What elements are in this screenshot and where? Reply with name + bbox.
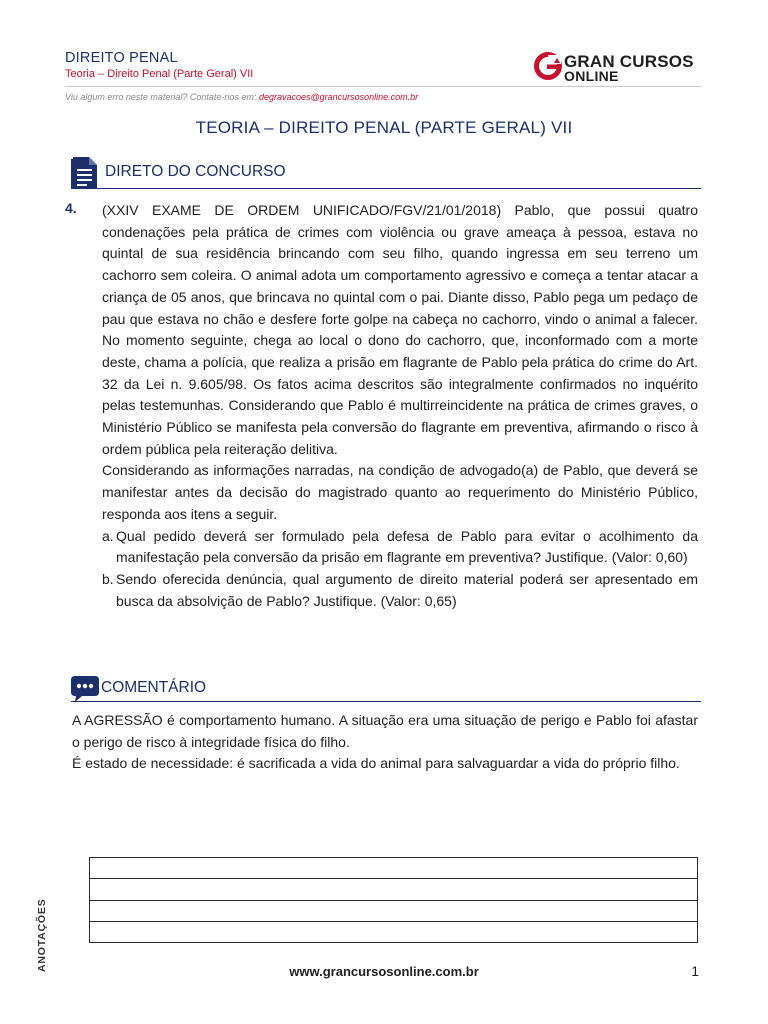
notes-label: ANOTAÇÕES bbox=[36, 898, 48, 972]
error-report-email-link[interactable]: degravacoes@grancursosonline.com.br bbox=[258, 92, 419, 102]
logo-text-gran-cursos: GRAN CURSOS bbox=[564, 52, 694, 71]
question-body bbox=[102, 200, 698, 612]
comment-paragraph: A AGRESSÃO é comportamento humano. A situação era uma situação de perigo e Pablo foi afastar o perigo de risco à integridade física do filho. bbox=[72, 712, 698, 750]
question-number: 4. bbox=[65, 200, 77, 216]
document-icon bbox=[71, 157, 97, 189]
section-label-comentario: COMENTÁRIO bbox=[101, 679, 207, 696]
section-divider bbox=[71, 701, 701, 702]
section-divider bbox=[71, 188, 701, 189]
header-subtitle: Teoria – Direito Penal (Parte Geral) VII bbox=[65, 68, 254, 80]
question-statement: (XXIV EXAME DE ORDEM UNIFICADO/FGV/21/01/2018) Pablo, que possui quatro condenações pela prática de crimes com violência ou grave ameaça à pessoa, estava no quintal de sua residência brincando com seu filho, quando ingressa em seu terreno um cachorro sem coleira. O animal adota um comportamento agressivo e começa a tentar atacar a criança de 05 anos, que brincava no quintal com o pai. Diante disso, Pablo pega um pedaço de pau que estava no chão e desfere forte golpe na cabeça no cachorro, vindo o animal a falecer. No momento seguinte, chega ao local o dono do cachorro, que, inconformado com a morte deste, chama a polícia, que realiza a prisão em flagrante de Pablo pela prática do crime do Art. 32 da Lei n. 9.605/98. Os fatos acima descritos são integralmente confirmados no inquérito pelas testemunhas. Considerando que Pablo é multirreincidente na prática de crimes graves, o Ministério Público se manifesta pela conversão do flagrante em preventiva, afirmando o risco à ordem pública pela reiteração delitiva. bbox=[102, 202, 698, 457]
question-instruction: Considerando as informações narradas, na condição de advogado(a) de Pablo, que deverá se manifestar antes da decisão do magistrado quanto ao requerimento do Ministério Público, responda aos itens a seguir. bbox=[102, 462, 698, 522]
notes-line bbox=[90, 878, 697, 879]
header-divider bbox=[65, 86, 701, 87]
question-item-a bbox=[102, 526, 698, 569]
section-direto-do-concurso bbox=[71, 157, 701, 189]
comment-body bbox=[72, 710, 698, 775]
notes-line bbox=[90, 900, 697, 901]
section-label-direto-do-concurso: DIRETO DO CONCURSO bbox=[105, 163, 286, 180]
footer-website-link[interactable]: www.grancursosonline.com.br bbox=[289, 964, 479, 979]
item-text: Qual pedido deverá ser formulado pela defesa de Pablo para evitar o acolhimento da manifestação pela conversão da prisão em flagrante em preventiva? Justifique. (Valor: 0,60) bbox=[116, 527, 698, 566]
item-letter: b. bbox=[102, 570, 114, 587]
notes-line bbox=[90, 921, 697, 922]
gran-logo-icon bbox=[533, 51, 563, 81]
question-item-b bbox=[102, 569, 698, 612]
document-title: TEORIA – DIREITO PENAL (PARTE GERAL) VII bbox=[195, 118, 573, 137]
item-letter: a. bbox=[102, 527, 114, 544]
comment-paragraph: É estado de necessidade: é sacrificada a vida do animal para salvaguardar a vida do próprio filho. bbox=[72, 755, 680, 772]
chat-bubble-icon bbox=[71, 676, 99, 702]
header-subject: DIREITO PENAL bbox=[65, 50, 178, 66]
notes-box[interactable] bbox=[89, 857, 698, 943]
logo-text-online: ONLINE bbox=[564, 68, 619, 84]
error-report-note bbox=[65, 92, 418, 102]
page-number: 1 bbox=[691, 963, 699, 979]
error-report-text: Viu algum erro neste material? Contate-nos em: bbox=[65, 92, 259, 102]
section-comentario bbox=[71, 676, 701, 708]
item-text: Sendo oferecida denúncia, qual argumento de direito material poderá ser apresentado em busca da absolvição de Pablo? Justifique. (Valor: 0,65) bbox=[116, 570, 698, 609]
gran-cursos-logo bbox=[533, 49, 703, 85]
